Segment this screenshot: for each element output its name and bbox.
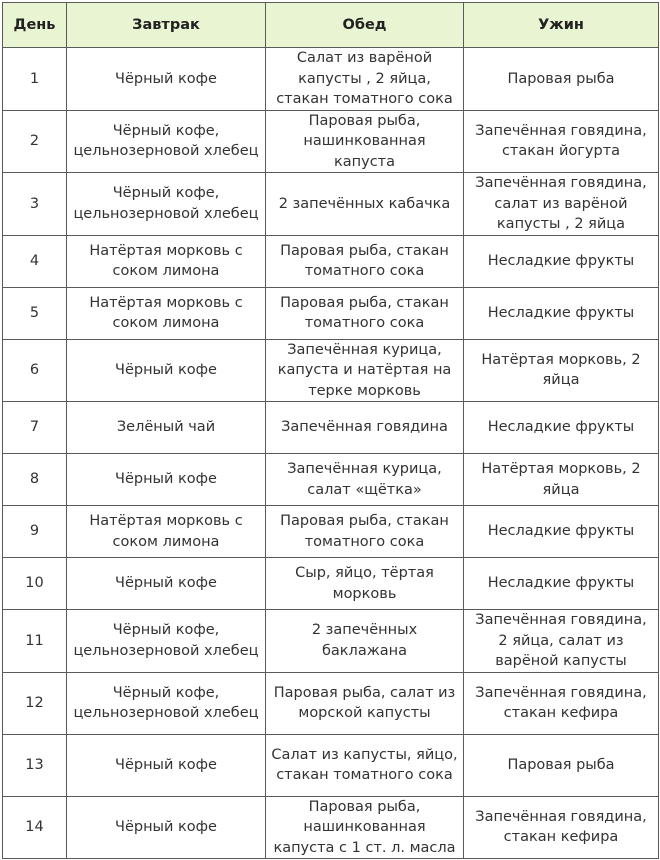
lunch-cell: Паровая рыба, стакан томатного сока xyxy=(266,506,464,558)
table-row xyxy=(3,796,659,859)
lunch-cell: Паровая рыба, салат из морской капусты xyxy=(266,672,464,734)
day-cell: 10 xyxy=(3,558,67,610)
dinner-cell: Паровая рыба xyxy=(464,48,659,111)
lunch-cell: Сыр, яйцо, тёртая морковь xyxy=(266,558,464,610)
day-cell: 1 xyxy=(3,48,67,111)
table-row xyxy=(3,734,659,796)
table-row xyxy=(3,454,659,506)
day-cell: 5 xyxy=(3,287,67,339)
dinner-cell: Несладкие фрукты xyxy=(464,235,659,287)
dinner-cell: Несладкие фрукты xyxy=(464,506,659,558)
table-row xyxy=(3,506,659,558)
lunch-cell: Паровая рыба, стакан томатного сока xyxy=(266,235,464,287)
table-row xyxy=(3,402,659,454)
dinner-cell: Паровая рыба xyxy=(464,734,659,796)
table-row xyxy=(3,48,659,111)
dinner-cell: Несладкие фрукты xyxy=(464,402,659,454)
dinner-cell: Несладкие фрукты xyxy=(464,558,659,610)
breakfast-cell: Чёрный кофе xyxy=(67,339,266,402)
day-cell: 14 xyxy=(3,796,67,859)
breakfast-cell: Чёрный кофе, цельнозерновой хлебец xyxy=(67,610,266,673)
dinner-cell: Натёртая морковь, 2 яйца xyxy=(464,339,659,402)
breakfast-cell: Чёрный кофе xyxy=(67,48,266,111)
dinner-cell: Натёртая морковь, 2 яйца xyxy=(464,454,659,506)
breakfast-cell: Чёрный кофе xyxy=(67,454,266,506)
lunch-cell: Паровая рыба, стакан томатного сока xyxy=(266,287,464,339)
day-cell: 12 xyxy=(3,672,67,734)
header-breakfast: Завтрак xyxy=(67,3,266,48)
breakfast-cell: Чёрный кофе, цельнозерновой хлебец xyxy=(67,110,266,173)
dinner-cell: Запечённая говядина, стакан йогурта xyxy=(464,110,659,173)
day-cell: 8 xyxy=(3,454,67,506)
breakfast-cell: Чёрный кофе xyxy=(67,734,266,796)
lunch-cell: Запечённая курица, капуста и натёртая на терке морковь xyxy=(266,339,464,402)
lunch-cell: 2 запечённых кабачка xyxy=(266,173,464,236)
table-row xyxy=(3,110,659,173)
header-day: День xyxy=(3,3,67,48)
lunch-cell: Салат из варёной капусты , 2 яйца, стакан томатного сока xyxy=(266,48,464,111)
header-dinner: Ужин xyxy=(464,3,659,48)
lunch-cell: Запечённая курица, салат «щётка» xyxy=(266,454,464,506)
lunch-cell: Паровая рыба, нашинкованная капуста xyxy=(266,110,464,173)
day-cell: 2 xyxy=(3,110,67,173)
breakfast-cell: Чёрный кофе xyxy=(67,558,266,610)
table-row xyxy=(3,558,659,610)
dinner-cell: Запечённая говядина, стакан кефира xyxy=(464,796,659,859)
header-row xyxy=(3,3,659,48)
dinner-cell: Запечённая говядина, стакан кефира xyxy=(464,672,659,734)
breakfast-cell: Чёрный кофе xyxy=(67,796,266,859)
breakfast-cell: Чёрный кофе, цельнозерновой хлебец xyxy=(67,672,266,734)
day-cell: 13 xyxy=(3,734,67,796)
table-row xyxy=(3,235,659,287)
table-row xyxy=(3,339,659,402)
day-cell: 7 xyxy=(3,402,67,454)
table-row xyxy=(3,287,659,339)
day-cell: 3 xyxy=(3,173,67,236)
dinner-cell: Несладкие фрукты xyxy=(464,287,659,339)
day-cell: 6 xyxy=(3,339,67,402)
lunch-cell: Салат из капусты, яйцо, стакан томатного сока xyxy=(266,734,464,796)
breakfast-cell: Натёртая морковь с соком лимона xyxy=(67,287,266,339)
day-cell: 11 xyxy=(3,610,67,673)
lunch-cell: Паровая рыба, нашинкованная капуста с 1 ст. л. масла xyxy=(266,796,464,859)
lunch-cell: 2 запечённых баклажана xyxy=(266,610,464,673)
breakfast-cell: Зелёный чай xyxy=(67,402,266,454)
dinner-cell: Запечённая говядина, салат из варёной капусты , 2 яйца xyxy=(464,173,659,236)
table-row xyxy=(3,672,659,734)
breakfast-cell: Натёртая морковь с соком лимона xyxy=(67,506,266,558)
diet-plan-table xyxy=(2,2,659,859)
table-row xyxy=(3,610,659,673)
table-row xyxy=(3,173,659,236)
dinner-cell: Запечённая говядина, 2 яйца, салат из варёной капусты xyxy=(464,610,659,673)
lunch-cell: Запечённая говядина xyxy=(266,402,464,454)
day-cell: 9 xyxy=(3,506,67,558)
day-cell: 4 xyxy=(3,235,67,287)
breakfast-cell: Натёртая морковь с соком лимона xyxy=(67,235,266,287)
breakfast-cell: Чёрный кофе, цельнозерновой хлебец xyxy=(67,173,266,236)
header-lunch: Обед xyxy=(266,3,464,48)
